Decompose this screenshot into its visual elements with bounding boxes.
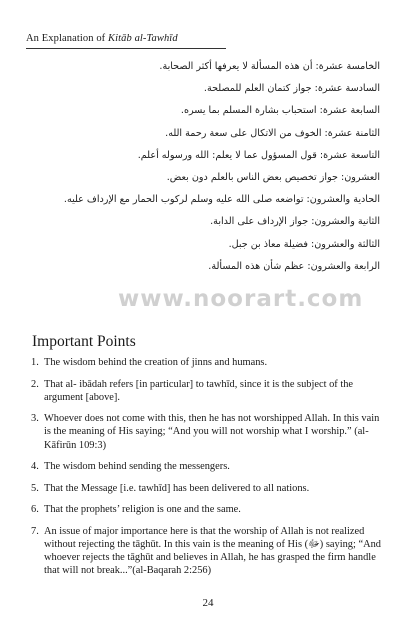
section-title: Important Points	[32, 333, 136, 350]
header-rule	[26, 48, 226, 49]
point-number: 6.	[31, 504, 39, 516]
arabic-text-block	[36, 60, 380, 282]
important-points-list	[31, 356, 383, 586]
list-item	[31, 412, 383, 452]
point-text: That the prophets’ religion is one and the same.	[44, 504, 241, 516]
header-book-title: Kitāb al-Tawhīd	[108, 33, 178, 44]
point-text: The wisdom behind the creation of jinns and humans.	[44, 357, 268, 368]
point-text: That the Message [i.e. tawhīd] has been delivered to all nations.	[44, 482, 310, 494]
point-number: 4.	[31, 461, 39, 473]
point-number: 3.	[31, 413, 39, 425]
list-item	[31, 460, 383, 473]
arabic-line: الرابعة والعشرون: عظم شأن هذه المسألة.	[208, 260, 380, 272]
point-number: 2.	[31, 378, 39, 390]
running-header	[26, 33, 178, 44]
arabic-line: التاسعة عشرة: قول المسؤول عما لا يعلم: الله ورسوله أعلم.	[137, 149, 380, 161]
point-text: An issue of major importance here is that the worship of Allah is not realized without rejecting the tāghūt. In this vain is the meaning of His (ﷻ) saying; “And whoever rejects the tāghūt and believes in Allah, he has grasped the firm handle that will not break...”(al-Baqarah 2:256)	[44, 525, 381, 577]
arabic-line: السابعة عشرة: استحباب بشارة المسلم بما يسره.	[180, 105, 380, 117]
point-text: The wisdom behind sending the messengers.	[44, 461, 230, 473]
arabic-line: الثالثة والعشرون: فضيلة معاذ بن جبل.	[228, 238, 380, 250]
list-item	[31, 525, 383, 578]
point-number: 5.	[31, 482, 39, 494]
arabic-line: الثانية والعشرون: جواز الإرداف على الدابة.	[210, 216, 380, 228]
list-item	[31, 503, 383, 516]
list-item	[31, 482, 383, 495]
arabic-line: السادسة عشرة: جواز كتمان العلم للمصلحة.	[203, 83, 380, 95]
list-item	[31, 356, 383, 369]
watermark: www.noorart.com	[118, 286, 364, 312]
point-number: 7.	[31, 525, 39, 537]
header-prefix: An Explanation of	[26, 33, 108, 44]
point-text: That al- ibādah refers [in particular] to tawhīd, since it is the subject of the argument [above].	[44, 378, 354, 403]
arabic-line: العشرون: جواز تخصيص بعض الناس بالعلم دون بعض.	[166, 171, 380, 183]
arabic-line: الخامسة عشرة: أن هذه المسألة لا يعرفها أكثر الصحابة.	[159, 61, 380, 72]
point-number: 1.	[31, 357, 39, 368]
page-number: 24	[202, 597, 214, 609]
arabic-line: الثامنة عشرة: الخوف من الاتكال على سعة رحمة الله.	[165, 127, 380, 139]
arabic-line: الحادية والعشرون: تواضعه صلى الله عليه وسلم لركوب الحمار مع الإرداف عليه.	[63, 194, 380, 206]
list-item	[31, 378, 383, 404]
point-text: Whoever does not come with this, then he has not worshipped Allah. In this vain is the meaning of His saying; “And you will not worship what I worship.” (al-Kāfirūn 109:3)	[44, 413, 380, 451]
